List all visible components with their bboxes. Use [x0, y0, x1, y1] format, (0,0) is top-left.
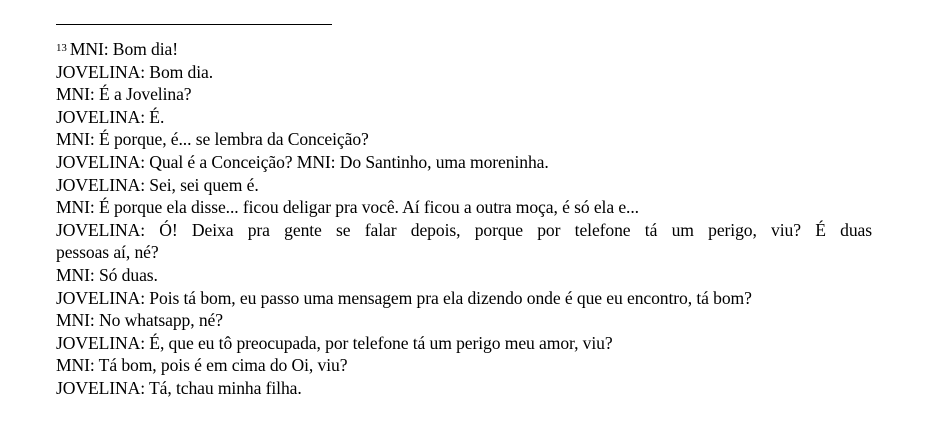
footnote-line-3: MNI: É a Jovelina? — [56, 84, 192, 105]
footnote-line-11: MNI: Só duas. — [56, 264, 158, 285]
footnote-line-14: JOVELINA: É, que eu tô preocupada, por telefone tá um perigo meu amor, viu? — [56, 332, 613, 353]
footnote-block — [56, 37, 872, 400]
footnote-line-6: JOVELINA: Qual é a Conceição? MNI: Do Santinho, uma moreninha. — [56, 151, 549, 172]
footnote-line-9: JOVELINA: Ó! Deixa pra gente se falar depois, porque por telefone tá um perigo, viu? É duas — [56, 219, 872, 240]
footnote-line-4: JOVELINA: É. — [56, 106, 165, 127]
footnote-line-13: MNI: No whatsapp, né? — [56, 310, 223, 331]
footnote-line-2: JOVELINA: Bom dia. — [56, 61, 214, 82]
footnote-number: 13 — [56, 42, 67, 54]
footnote-line-7: JOVELINA: Sei, sei quem é. — [56, 174, 259, 195]
footnote-line-1 — [56, 37, 872, 61]
footnote-line-5: MNI: É porque, é... se lembra da Conceição? — [56, 129, 369, 150]
footnote-line-10: pessoas aí, né? — [56, 242, 159, 263]
footnote-line-8: MNI: É porque ela disse... ficou deligar pra você. Aí ficou a outra moça, é só ela e... — [56, 197, 639, 218]
footnote-line-12: JOVELINA: Pois tá bom, eu passo uma mensagem pra ela dizendo onde é que eu encontro, tá bom? — [56, 287, 752, 308]
footnote-line-15: MNI: Tá bom, pois é em cima do Oi, viu? — [56, 355, 348, 376]
footnote-line-text: MNI: Bom dia! — [69, 39, 178, 59]
footnote-separator-rule — [56, 24, 332, 25]
footnote-line-16: JOVELINA: Tá, tchau minha filha. — [56, 377, 302, 398]
